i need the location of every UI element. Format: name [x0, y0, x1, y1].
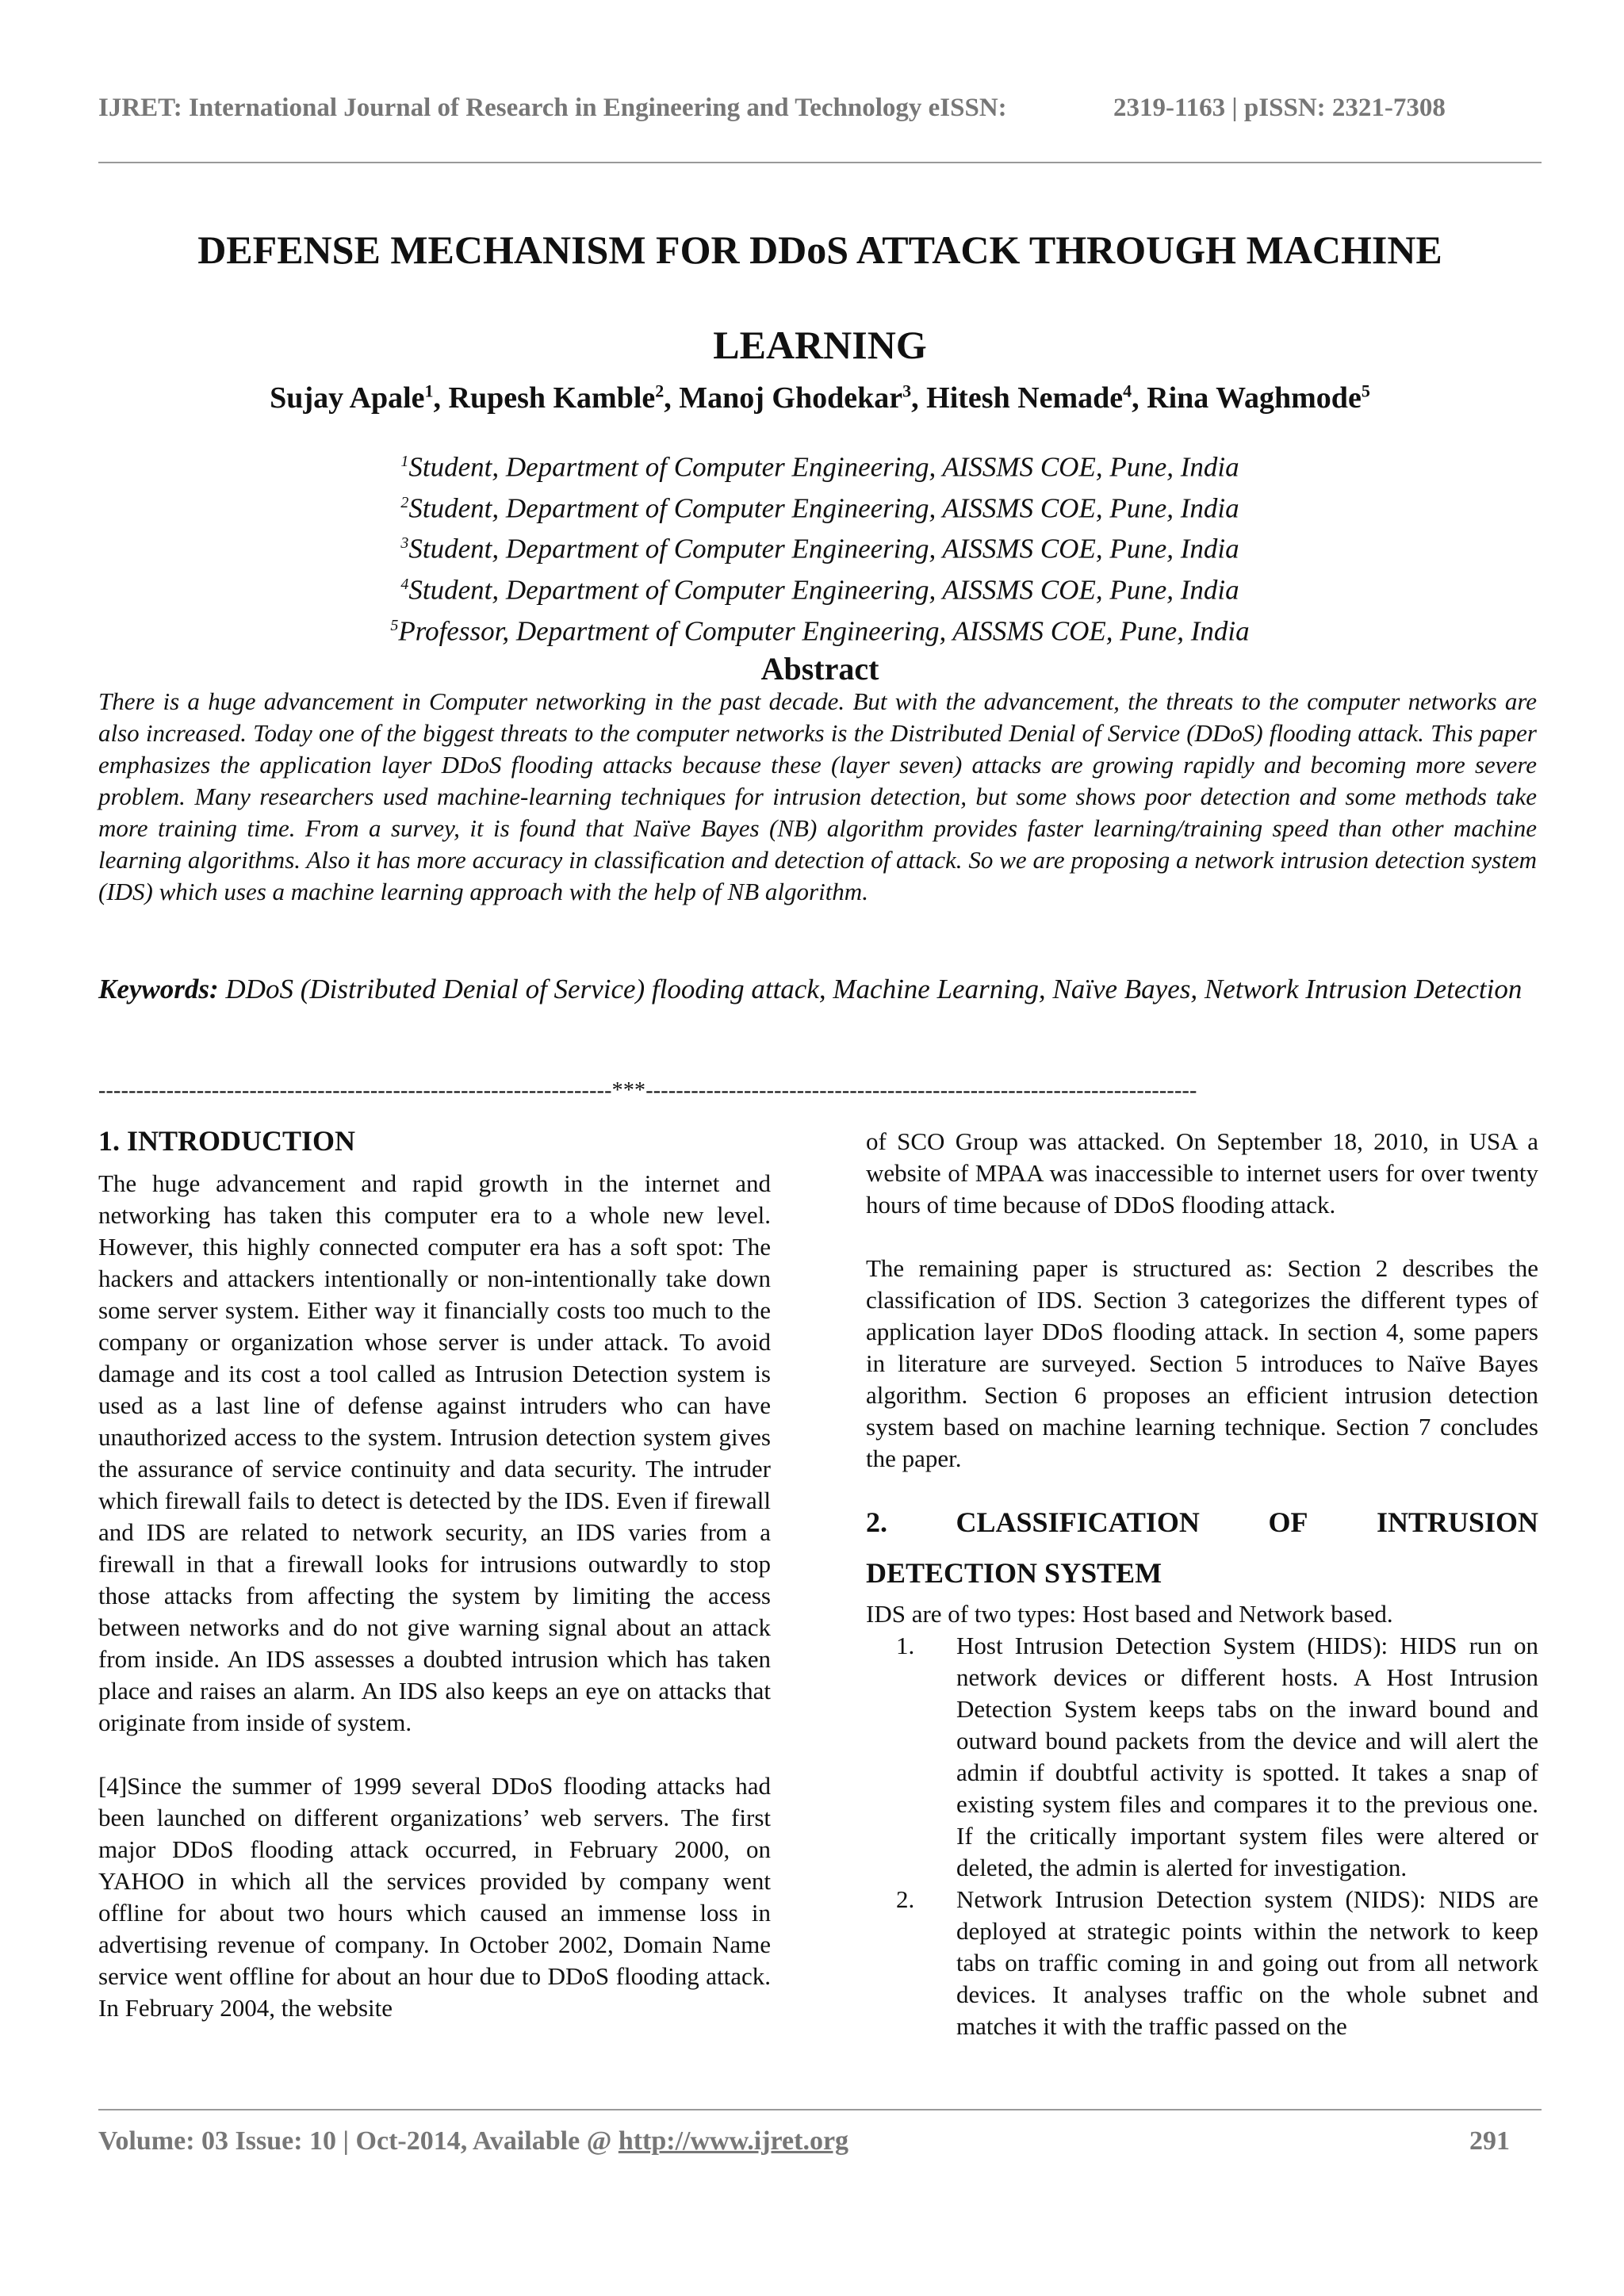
- left-column: [98, 1122, 771, 2024]
- author: Hitesh Nemade$^4$,: [926, 381, 1147, 415]
- section-separator: --------------------------------------------------------------------***-------------------------------------------------------------------------: [98, 1078, 1197, 1103]
- title-line-1: DEFENSE MECHANISM FOR DDoS ATTACK THROUGH MACHINE: [197, 228, 1442, 272]
- page-footer: [98, 2126, 1542, 2156]
- list-item-text: Network Intrusion Detection system (NIDS): NIDS are deployed at strategic points within the network to keep tabs on traffic coming in and going out from all network devices. It analyses traffic on the whole subnet and matches it with the traffic passed on the: [956, 1885, 1538, 2040]
- title-line-2: LEARNING: [713, 323, 927, 367]
- affiliation: $^4$Student, Department of Computer Engineering, AISSMS COE, Pune, India: [400, 574, 1239, 606]
- section-2-heading: 2. CLASSIFICATION OF INTRUSION DETECTION SYSTEM: [866, 1506, 1538, 1589]
- list-item: [866, 1630, 1538, 1884]
- section-1-heading: 1. INTRODUCTION: [98, 1125, 356, 1157]
- right-column: [866, 1126, 1538, 2042]
- list-item-number: 2.: [896, 1885, 915, 1913]
- affiliation: $^1$Student, Department of Computer Engineering, AISSMS COE, Pune, India: [400, 451, 1239, 483]
- journal-issn: 2319-1163 | pISSN: 2321-7308: [1113, 94, 1446, 122]
- abstract-heading: Abstract: [760, 651, 879, 687]
- abstract-body: There is a huge advancement in Computer networking in the past decade. But with the advancement, the threats to the computer networks are also increased. Today one of the biggest threats to the computer networks is the Distributed Denial of Service (DDoS) flooding attack. This paper emphasizes the application layer DDoS flooding attacks because these (layer seven) attacks are growing rapidly and becoming more severe problem. Many researchers used machine-learning techniques for intrusion detection, but some shows poor detection and some methods take more training time. From a survey, it is found that Naïve Bayes (NB) algorithm provides faster learning/training speed than other machine learning algorithms. Also it has more accuracy in classification and detection of attack. So we are proposing a network intrusion detection system (IDS) which uses a machine learning approach with the help of NB algorithm.: [98, 687, 1537, 905]
- journal-header: [98, 94, 1542, 123]
- affiliation: $^3$Student, Department of Computer Engineering, AISSMS COE, Pune, India: [400, 533, 1239, 564]
- journal-name: IJRET: International Journal of Research in Engineering and Technology eISSN:: [98, 94, 1007, 122]
- list-item-number: 1.: [896, 1632, 915, 1659]
- intro-paragraph-3: The remaining paper is structured as: Section 2 describes the classification of IDS. Section 3 categorizes the different types of application layer DDoS flooding attack. In section 4, some papers in literature are surveyed. Section 5 introduces to Naïve Bayes algorithm. Section 6 proposes an efficient intrusion detection system based on machine learning technique. Section 7 concludes the paper.: [866, 1254, 1538, 1472]
- author: Rupesh Kamble$^2$,: [448, 381, 680, 415]
- keywords: [98, 963, 1537, 1015]
- page-number: 291: [1469, 2126, 1510, 2156]
- section-2-intro: IDS are of two types: Host based and Network based.: [866, 1600, 1393, 1628]
- paper-title: [98, 202, 1542, 392]
- footer-volume: Volume: 03 Issue: 10 | Oct-2014, Available @: [98, 2126, 619, 2156]
- keywords-text: DDoS (Distributed Denial of Service) flooding attack, Machine Learning, Naïve Bayes, Network Intrusion Detection: [225, 974, 1522, 1004]
- header-divider: [98, 162, 1542, 163]
- journal-link[interactable]: http://www.ijret.org: [618, 2126, 849, 2156]
- author: Manoj Ghodekar$^3$,: [679, 381, 927, 415]
- intro-paragraph-1: The huge advancement and rapid growth in the internet and networking has taken this computer era to a whole new level. However, this highly connected computer era has a soft spot: The hackers and attackers intentionally or non-intentionally take down some server system. Either way it financially costs too much to the company or organization whose server is under attack. To avoid damage and its cost a tool called as Intrusion Detection system is used as a last line of defense against intruders who can have unauthorized access to the system. Intrusion detection system gives the assurance of service continuity and data security. The intruder which firewall fails to detect is detected by the IDS. Even if firewall and IDS are related to network security, an IDS varies from a firewall in that a firewall looks for intrusions outwardly to stop those attacks from affecting the system by limiting the access between networks and do not give warning signal about an attack from inside. An IDS assesses a doubted intrusion which has taken place and raises an alarm. An IDS also keeps an eye on attacks that originate from inside of system.: [98, 1169, 771, 1736]
- keywords-label: Keywords:: [98, 974, 219, 1004]
- author: Rina Waghmode$^5$: [1147, 381, 1370, 415]
- list-item-text: Host Intrusion Detection System (HIDS): HIDS run on network devices or different hosts. A Host Intrusion Detection System keeps tabs on the inward bound and outward bound packets from the device and will alert the admin if doubtful activity is spotted. It takes a snap of existing system files and compares it to the previous one. If the critically important system files were altered or deleted, the admin is alerted for investigation.: [956, 1632, 1538, 1881]
- intro-paragraph-2: [4]Since the summer of 1999 several DDoS flooding attacks had been launched on different organizations’ web servers. The first major DDoS flooding attack occurred, in February 2000, on YAHOO in which all the services provided by company went offline for about two hours which caused an immense loss in advertising revenue of company. In October 2002, Domain Name service went offline for about an hour due to DDoS flooding attack. In February 2004, the website: [98, 1772, 771, 2022]
- intro-paragraph-2-continued: of SCO Group was attacked. On September 18, 2010, in USA a website of MPAA was inaccessible to internet users for over twenty hours of time because of DDoS flooding attack.: [866, 1127, 1538, 1219]
- affiliation-list: [98, 444, 1542, 649]
- footer-divider: [98, 2109, 1542, 2110]
- author-list: [98, 381, 1542, 415]
- author: Sujay Apale$^1$,: [270, 381, 449, 415]
- affiliation: $^5$Professor, Department of Computer Engineering, AISSMS COE, Pune, India: [390, 615, 1250, 647]
- affiliation: $^2$Student, Department of Computer Engineering, AISSMS COE, Pune, India: [400, 492, 1239, 524]
- list-item: [866, 1884, 1538, 2042]
